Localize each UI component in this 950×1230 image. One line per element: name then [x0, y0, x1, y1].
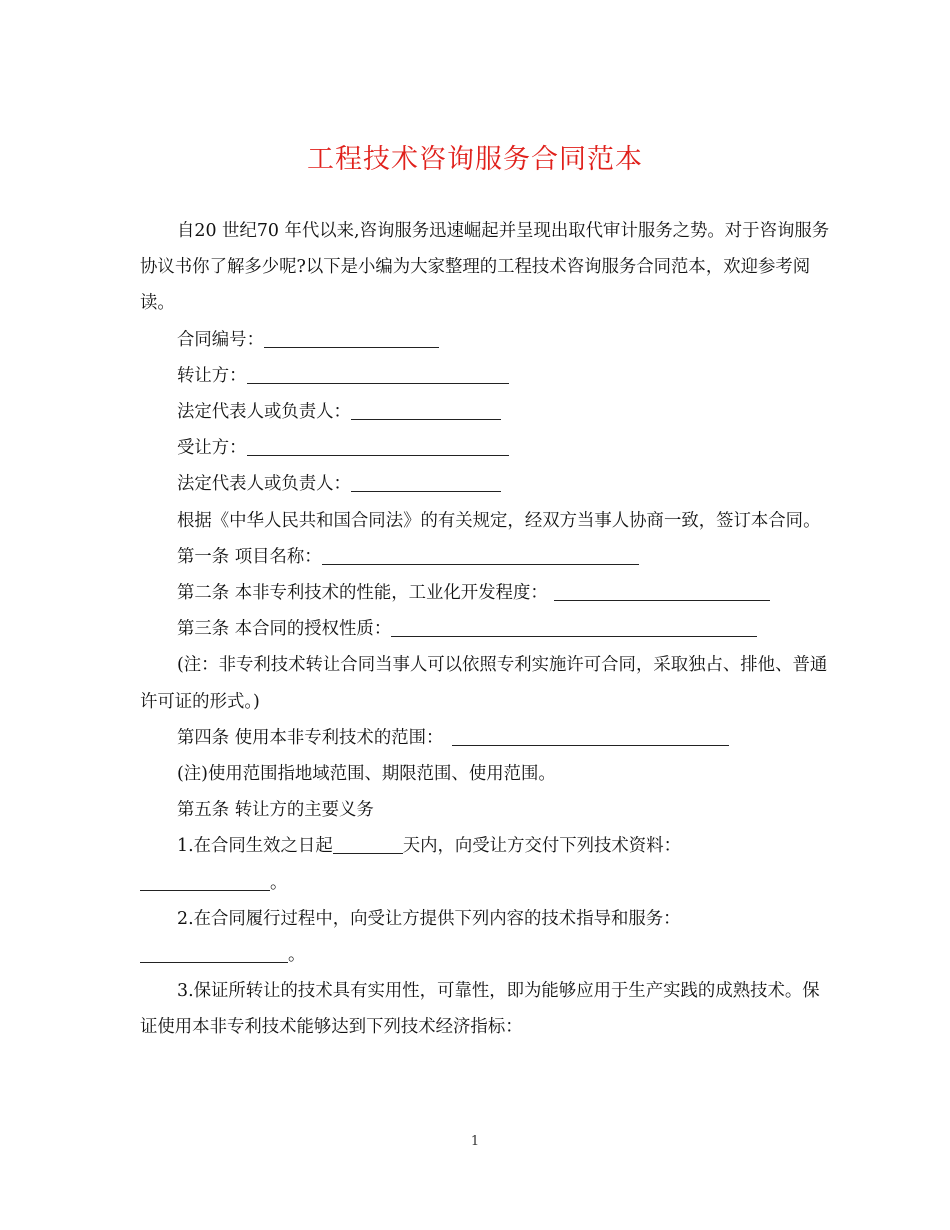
item-1-line	[140, 828, 830, 864]
item-2-end: 。	[288, 945, 306, 966]
item-1-materials-blank	[140, 870, 270, 891]
page-number: 1	[470, 1134, 480, 1149]
article-4-line	[140, 720, 830, 756]
article-1-blank	[322, 544, 639, 565]
transferee-line	[140, 430, 830, 466]
contract-number-line	[140, 322, 830, 358]
article-2-blank	[554, 580, 770, 601]
item-1-prefix: 1.在合同生效之日起	[177, 836, 333, 857]
transferee-blank	[247, 435, 509, 456]
representative-blank-2	[351, 471, 501, 492]
item-2-continuation	[140, 937, 830, 973]
transferor-blank	[247, 363, 509, 384]
document-title: 工程技术咨询服务合同范本	[307, 144, 643, 175]
article-4-blank	[452, 725, 729, 746]
article-5-heading: 第五条 转让方的主要义务	[177, 800, 374, 821]
article-3-line	[140, 611, 830, 647]
contract-number-blank	[264, 327, 439, 348]
representative-blank-1	[351, 399, 501, 420]
basis-paragraph: 根据《中华人民共和国合同法》的有关规定，经双方当事人协商一致，签订本合同。	[177, 510, 821, 531]
article-1-label: 第一条 项目名称：	[177, 546, 322, 567]
representative-line-2	[140, 466, 830, 502]
intro-paragraph: 自20 世纪70 年代以来,咨询服务迅速崛起并呈现出取代审计服务之势。对于咨询服务协议书你了解多少呢?以下是小编为大家整理的工程技术咨询服务合同范本，欢迎参考阅读。	[140, 221, 830, 314]
representative-label-1: 法定代表人或负责人：	[177, 402, 351, 423]
article-1-line	[140, 539, 830, 575]
representative-line-1	[140, 394, 830, 430]
article-4-label: 第四条 使用本非专利技术的范围：	[177, 727, 444, 748]
contract-number-label: 合同编号：	[177, 329, 264, 350]
article-2-line	[140, 575, 830, 611]
item-1-suffix: 天内，向受让方交付下列技术资料：	[402, 836, 681, 857]
transferee-label: 受让方：	[177, 438, 247, 459]
document-body	[140, 213, 830, 1046]
item-2-line	[140, 901, 830, 937]
representative-label-2: 法定代表人或负责人：	[177, 474, 351, 495]
item-1-end: 。	[270, 872, 288, 893]
note-2-paragraph: (注)使用范围指地域范围、期限范围、使用范围。	[177, 764, 556, 785]
item-2-services-blank	[140, 942, 288, 963]
transferor-line	[140, 358, 830, 394]
transferor-label: 转让方：	[177, 365, 247, 386]
article-2-label: 第二条 本非专利技术的性能，工业化开发程度：	[177, 583, 548, 604]
item-3-paragraph: 3.保证所转让的技术具有实用性，可靠性，即为能够应用于生产实践的成熟技术。保证使用本非专利技术能够达到下列技术经济指标：	[140, 981, 820, 1038]
note-1-paragraph: (注：非专利技术转让合同当事人可以依照专利实施许可合同，采取独占、排他、普通许可证的形式。)	[140, 655, 828, 712]
article-3-label: 第三条 本合同的授权性质：	[177, 619, 392, 640]
article-3-blank	[391, 616, 757, 637]
item-1-days-blank	[333, 833, 403, 854]
item-2-text: 2.在合同履行过程中，向受让方提供下列内容的技术指导和服务：	[177, 908, 681, 929]
item-1-continuation	[140, 865, 830, 901]
